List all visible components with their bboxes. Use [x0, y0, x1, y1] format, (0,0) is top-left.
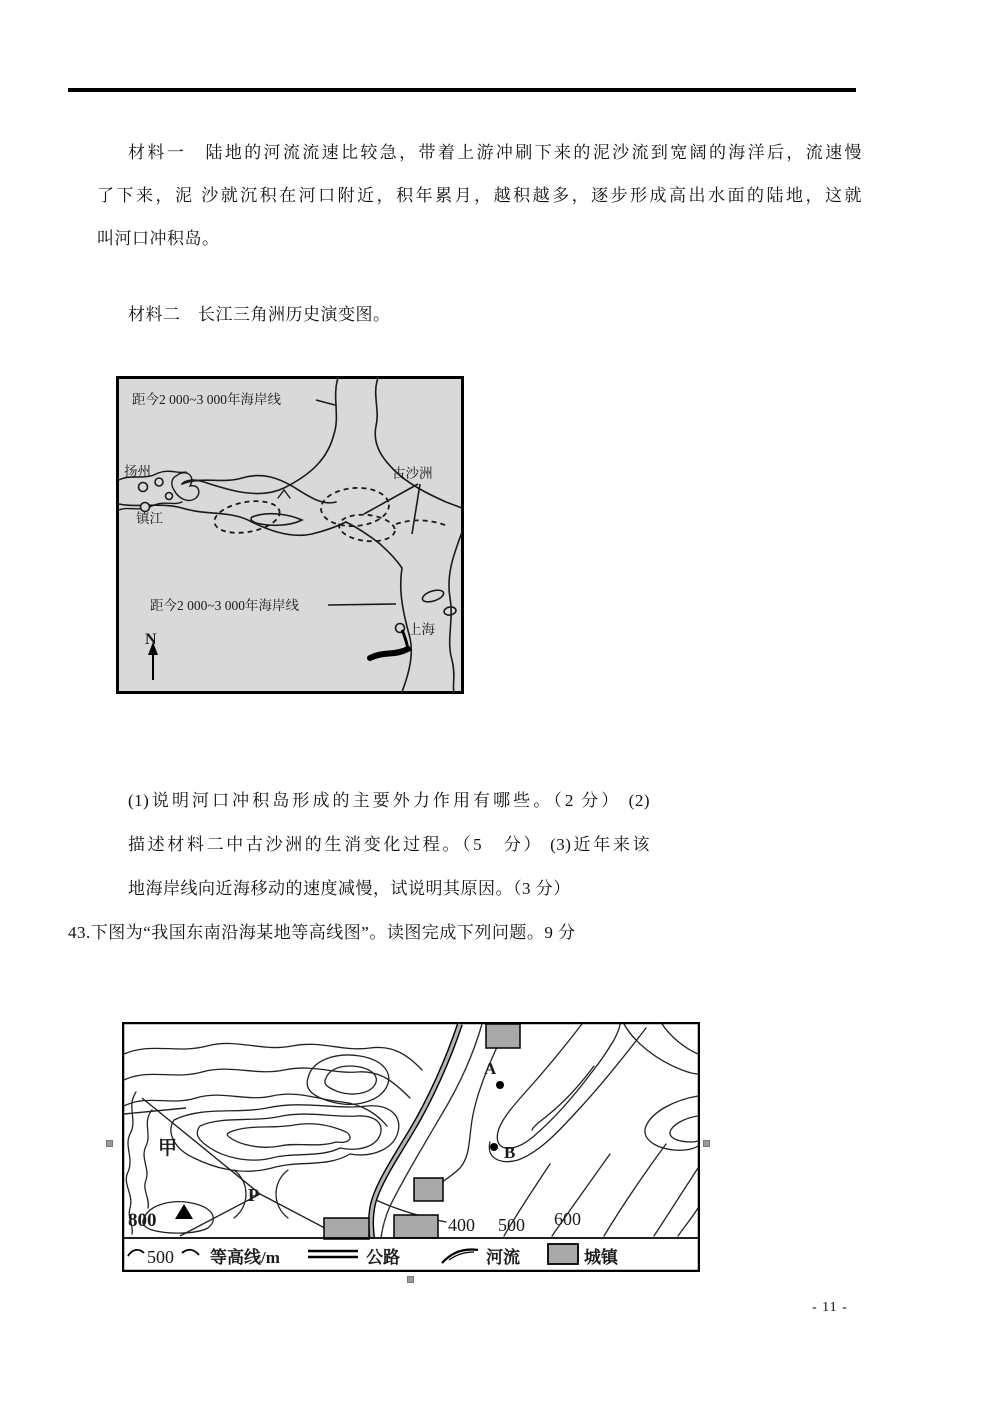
question-line3: 地海岸线向近海移动的速度减慢，试说明其原因。（3 分） — [128, 879, 571, 898]
material1-line3: 叫河口冲积岛。 — [97, 229, 220, 248]
material1-line2: 了下来，泥 沙就沉积在河口附近，积年累月，越积越多，逐步形成高出水面的陆地，这就 — [97, 186, 862, 205]
material2-caption: 材料二 长江三角洲历史演变图。 — [128, 305, 391, 324]
jia-label: 甲 — [158, 1138, 178, 1159]
point-a-dot — [496, 1081, 504, 1089]
ancient-sandbar-label: 古沙洲 — [392, 466, 433, 481]
p-label: P — [248, 1185, 259, 1205]
town-top — [486, 1024, 520, 1048]
legend-town-label: 城镇 — [584, 1248, 618, 1267]
peak-elevation-label: 800 — [128, 1210, 157, 1231]
zhenjiang-label: 镇江 — [136, 511, 163, 526]
material1-paragraph — [97, 131, 862, 260]
material1-line1: 材料一 陆地的河流流速比较急，带着上游冲刷下来的泥沙流到宽阔的海洋后，流速慢 — [128, 143, 862, 162]
question43-stem: 43.下图为“我国东南沿海某地等高线图”。读图完成下列问题。9 分 — [68, 923, 576, 942]
figure2-resize-handle-left[interactable] — [106, 1140, 113, 1147]
contour-600-label: 600 — [554, 1209, 581, 1229]
question-line1: (1)说明河口冲积岛形成的主要外力作用有哪些。（2 分） (2) — [128, 791, 650, 810]
contour-map-svg — [122, 1022, 700, 1272]
point-a-label: A — [484, 1059, 497, 1078]
figure2-resize-handle-bottom[interactable] — [407, 1276, 414, 1283]
legend-contour-value: 500 — [147, 1247, 174, 1267]
yangzhou-marker — [139, 483, 148, 492]
legend-road-label: 公路 — [366, 1248, 400, 1267]
coastline-label-bottom: 距今2 000~3 000年海岸线 — [150, 598, 300, 613]
contour-400-label: 400 — [448, 1215, 475, 1235]
channel-marker — [166, 493, 173, 500]
delta-map-svg — [116, 376, 464, 694]
town-symbol — [548, 1244, 578, 1264]
contour-500-label: 500 — [498, 1215, 525, 1235]
shanghai-label: 上海 — [408, 622, 435, 637]
yangzhou-marker2 — [155, 478, 163, 486]
header-rule — [68, 88, 856, 92]
figure-contour-map[interactable] — [122, 1022, 700, 1272]
yangzhou-label: 扬州 — [124, 464, 151, 479]
question42-subquestions — [128, 779, 650, 911]
north-label: N — [145, 631, 157, 648]
town-bottom-right — [394, 1215, 438, 1238]
town-middle — [414, 1178, 443, 1201]
figure2-resize-handle-right[interactable] — [703, 1140, 710, 1147]
town-bottom-left — [324, 1218, 369, 1239]
page-number: - 11 - — [812, 1300, 848, 1315]
coastline-label-top: 距今2 000~3 000年海岸线 — [132, 392, 282, 407]
point-b-dot — [490, 1143, 498, 1151]
legend-river-label: 河流 — [486, 1248, 520, 1267]
figure-delta-map[interactable] — [116, 376, 464, 694]
question-line2: 描述材料二中古沙洲的生消变化过程。（5 分） (3)近年来该 — [128, 835, 650, 854]
legend-contour-label: 等高线/m — [210, 1248, 280, 1267]
point-b-label: B — [504, 1143, 516, 1162]
